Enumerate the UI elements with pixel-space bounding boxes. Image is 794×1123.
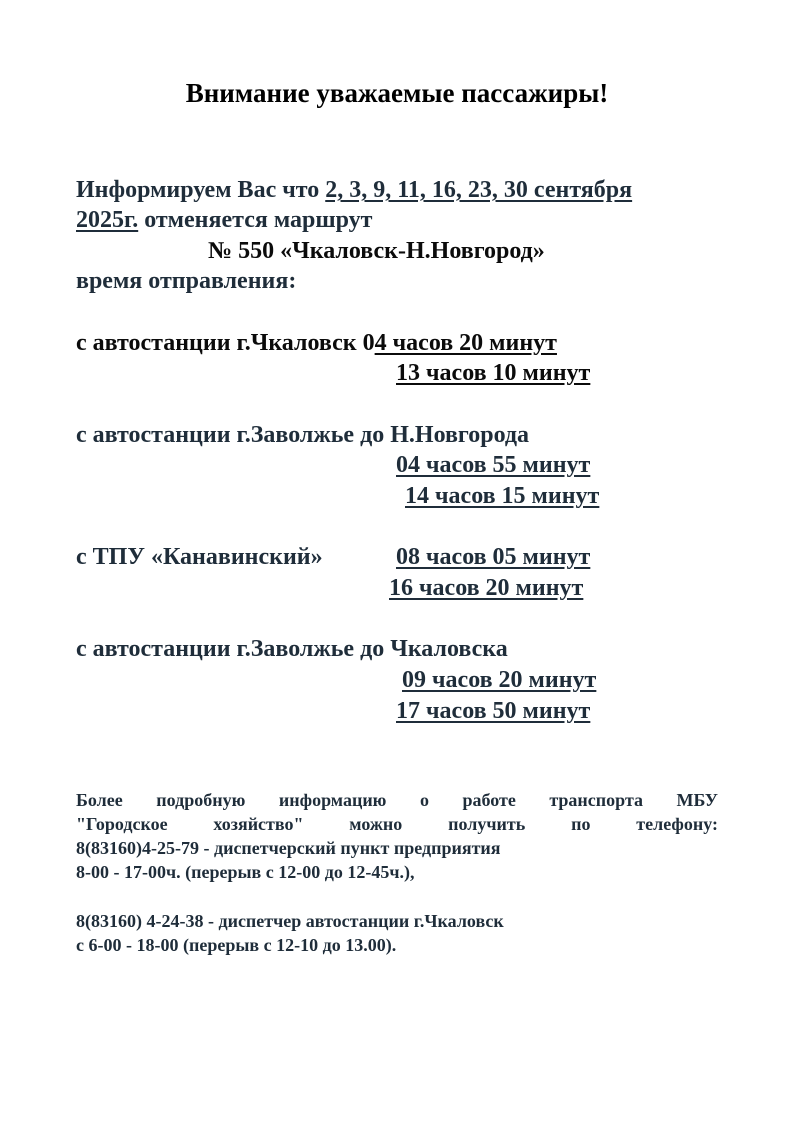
route-name: № 550 «Чкаловск-Н.Новгород» <box>208 238 545 264</box>
intro-line-1 <box>76 175 632 205</box>
departure-label: время отправления: <box>76 268 297 294</box>
zavolzhe-chk-time-1: 09 часов 20 минут <box>402 667 597 693</box>
info-line-1: Более подробную информацию о работе транспорта МБУ <box>76 790 718 810</box>
info-phone-dispatch: 8(83160)4-25-79 - диспетчерский пункт предприятия <box>76 838 501 858</box>
info-hours-station: с 6-00 - 18-00 (перерыв с 12-10 до 13.00). <box>76 935 397 955</box>
zavolzhe-nn-time-2: 14 часов 15 минут <box>405 483 600 509</box>
intro-suffix: отменяется маршрут <box>138 207 373 233</box>
dates-line-1: 2, 3, 9, 11, 16, 23, 30 сентября <box>325 177 633 203</box>
chkalovsk-time-1: 4 часов 20 минут <box>374 330 557 356</box>
zavolzhe-nn-time-1: 04 часов 55 минут <box>396 452 591 478</box>
tpu-time-2: 16 часов 20 минут <box>389 575 584 601</box>
tpu-label: с ТПУ «Канавинский» <box>76 544 323 570</box>
intro-prefix: Информируем Вас что <box>76 177 326 203</box>
page-title: Внимание уважаемые пассажиры! <box>185 78 609 108</box>
info-hours-dispatch: 8-00 - 17-00ч. (перерыв с 12-00 до 12-45ч.), <box>76 862 415 882</box>
zavolzhe-nn-label: с автостанции г.Заволжье до Н.Новгорода <box>76 422 530 448</box>
zavolzhe-chk-label: с автостанции г.Заволжье до Чкаловска <box>76 636 508 662</box>
tpu-time-1: 08 часов 05 минут <box>396 544 591 570</box>
section-chkalovsk <box>76 328 557 358</box>
intro-line-2 <box>76 205 372 235</box>
chkalovsk-label: с автостанции г.Чкаловск 0 <box>76 330 375 356</box>
info-phone-station: 8(83160) 4-24-38 - диспетчер автостанции г.Чкаловск <box>76 911 504 931</box>
info-line-2: "Городское хозяйство" можно получить по телефону: <box>76 814 718 834</box>
zavolzhe-chk-time-2: 17 часов 50 минут <box>396 698 591 724</box>
dates-line-2: 2025г. <box>76 207 139 233</box>
chkalovsk-time-2: 13 часов 10 минут <box>396 360 591 386</box>
